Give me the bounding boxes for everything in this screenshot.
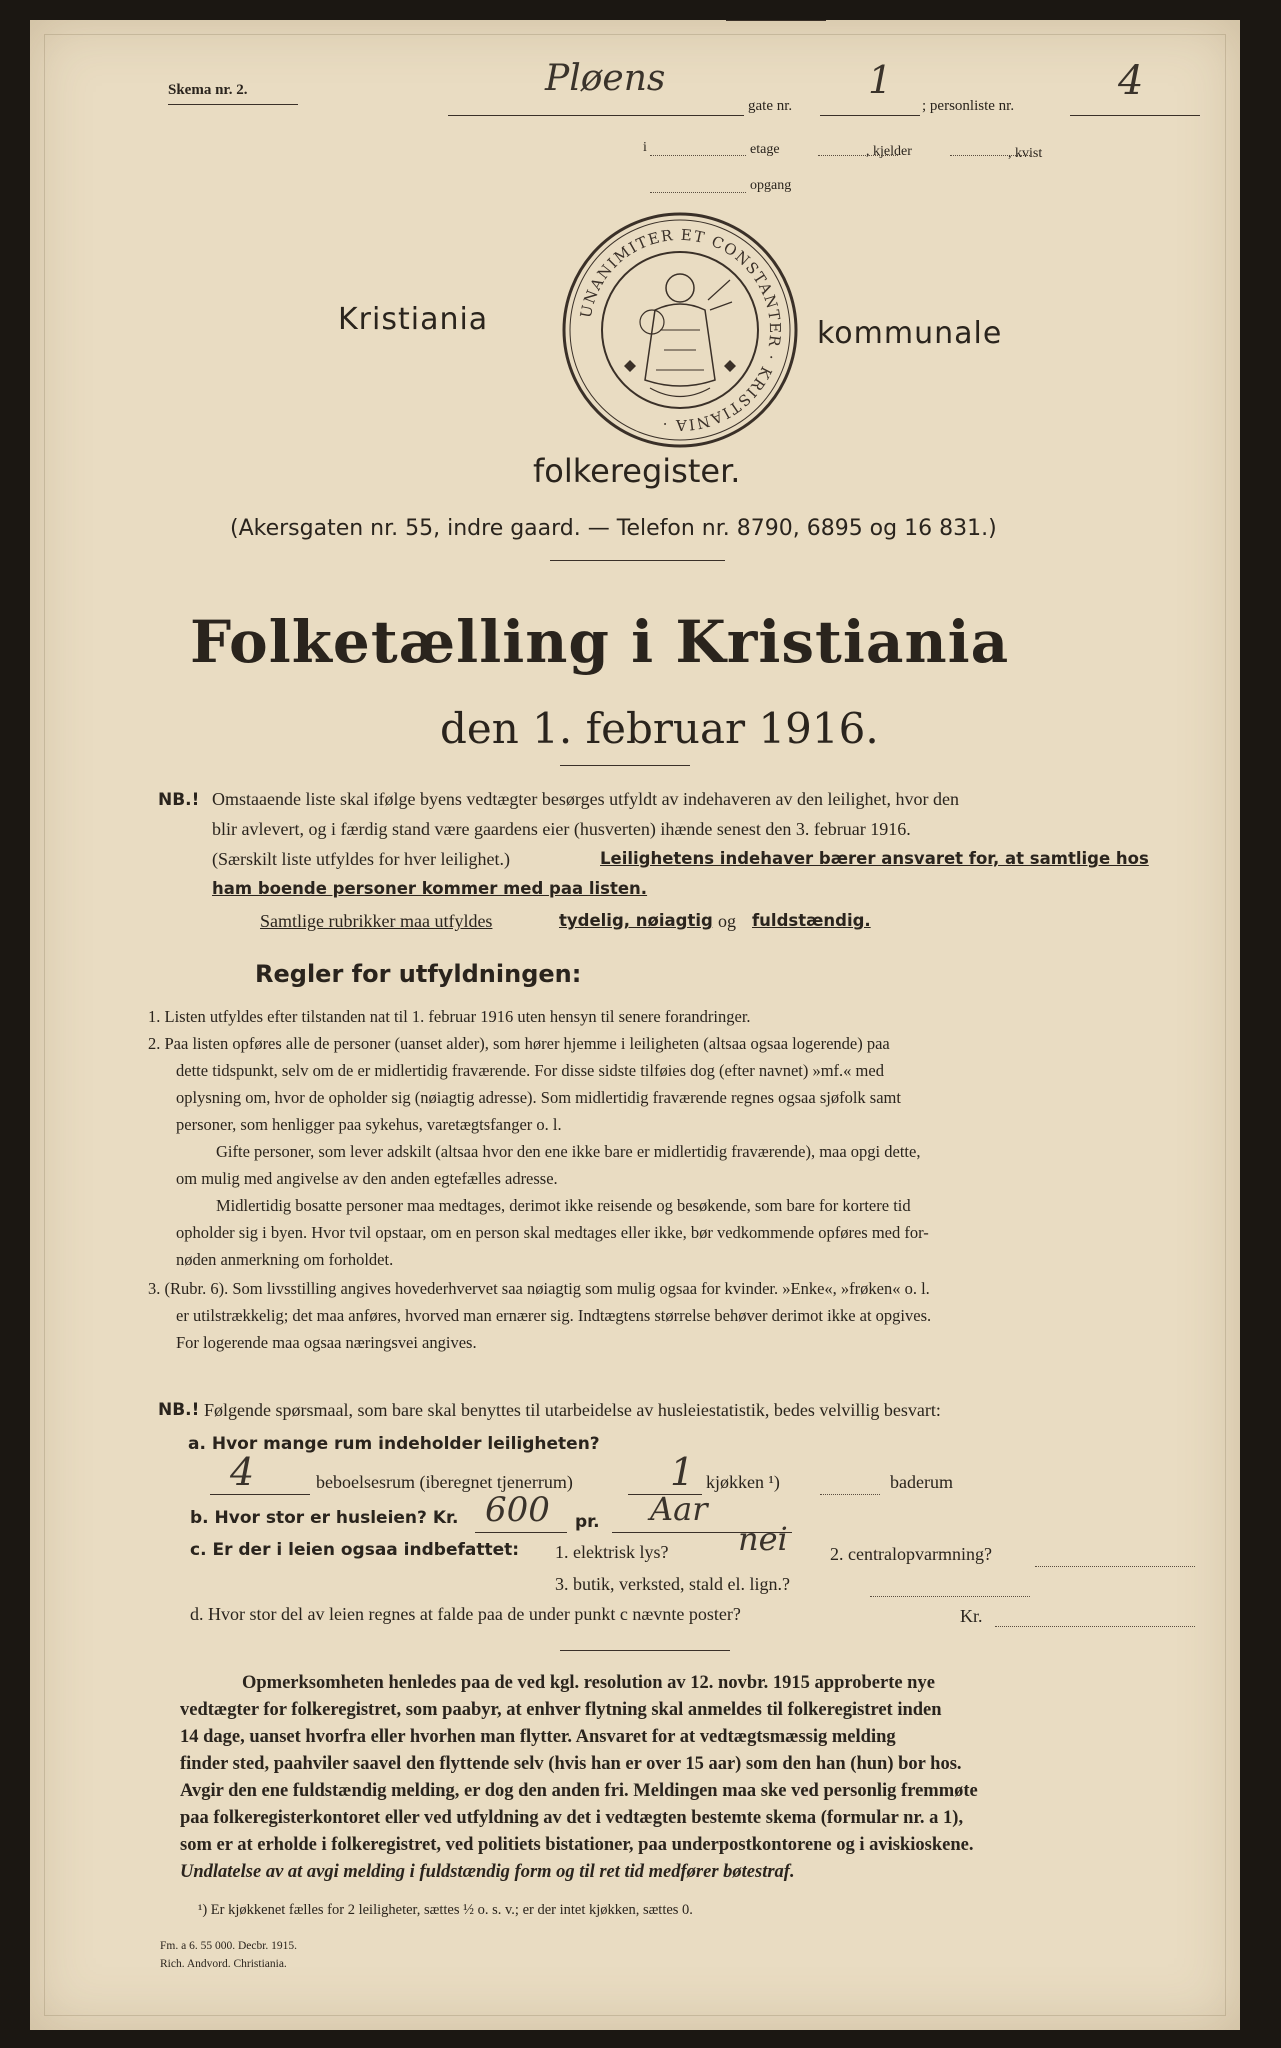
opgang-label: opgang [750,178,792,193]
c1-label: 1. elektrisk lys? [555,1542,669,1562]
sub-title-date: den 1. februar 1916. [440,704,879,753]
gate-label: gate nr. [748,98,793,114]
bath-line [820,1494,880,1495]
nb1-line-1: Omstaaende liste skal ifølge byens vedtægter besørges utfyldt av indehaveren av den leilighet, hvor den [212,789,959,809]
gate-line [820,115,920,116]
nb1-line-5c: og [718,911,736,931]
notice-line-1: Opmerksomheten henledes paa de ved kgl. resolution av 12. novbr. 1915 approberte nye [242,1673,935,1693]
i-label: i [643,140,647,155]
notice-line-5: Avgir den ene fuldstændig melding, er dog den anden fri. Meldingen maa ske ved personlig fremmøte [180,1781,978,1801]
svg-text:UNANIMITER ET CONSTANTER · KRI: UNANIMITER ET CONSTANTER · KRISTIANIA · [576,225,785,435]
notice-line-8: Undlatelse av at avgi melding i fuldstændig form og til ret tid medfører bøtestraf. [180,1862,795,1882]
notice-line-2: vedtægter for folkeregistret, som paabyr, at enhver flytning skal anmeldes til folkeregistret inden [180,1700,942,1720]
header-kommunale: kommunale [817,316,1003,351]
header-kristiania: Kristiania [338,302,489,337]
schema-number: Skema nr. 2. [168,82,248,98]
main-title: Folketælling i Kristiania [190,608,1010,676]
notice-line-3: 14 dage, uanset hvorfra eller hvorhen man flytter. Ansvaret for at vedtægtsmæssig melding [180,1727,896,1747]
rule-line-5: personer, som henligger paa sykehus, varetægtsfanger o. l. [176,1115,562,1134]
rent-handwritten: 600 [485,1490,550,1530]
header-folkeregister: folkeregister. [533,452,741,490]
rule-line-4: oplysning om, hvor de opholder sig (nøiagtig adresse). Som midlertidig fraværende regnes ogsaa sjøfolk samt [176,1088,901,1107]
rooms-line [210,1494,310,1495]
rule-line-13: For logerende maa ogsaa næringsvei angives. [176,1333,477,1352]
nb2-intro: Følgende spørsmaal, som bare skal benyttes til utarbeidelse av husleiestatistik, bedes velvillig besvart: [204,1400,941,1420]
nb1-line-2: blir avlevert, og i færdig stand være gaardens eier (husverten) ihænde senest den 3. februar 1916. [212,819,911,839]
notice-line-7: som er at erholde i folkeregistret, ved politiets bistationer, paa underpostkontorene og i aviskioskene. [180,1835,974,1855]
pr-label: pr. [575,1512,600,1532]
rule-line-3: dette tidspunkt, selv om de er midlertidig fraværende. For disse sidste tilføies dog (efter navnet) »mf.« med [176,1061,884,1080]
notice-line-6: paa folkeregisterkontoret eller ved utfyldning av det i vedtægten bestemte skema (formular nr. a 1), [180,1808,964,1828]
kristiania-seal-icon [560,210,800,450]
c2-line [1035,1566,1195,1567]
period-handwritten: Aar [650,1490,708,1528]
nb1-line-4: ham boende personer kommer med paa listen. [212,879,648,898]
imprint-line-2: Rich. Andvord. Christiania. [160,1958,287,1970]
rule-line-1: 1. Listen utfyldes efter tilstanden nat til 1. februar 1916 uten hensyn til senere forandringer. [148,1007,751,1026]
nb-label-1: NB.! [158,790,200,810]
divider-2 [560,765,690,766]
c1-line [726,20,826,21]
nb1-line-3b: Leilighetens indehaver bærer ansvaret for, at samtlige hos [600,849,1149,868]
kitchen-label: kjøkken ¹) [706,1472,780,1492]
rule-line-8: Midlertidig bosatte personer maa medtages, derimot ikke reisende og besøkende, som bare for kortere tid [216,1196,911,1215]
footnote: ¹) Er kjøkkenet fælles for 2 leiligheter, sættes ½ o. s. v.; er der intet kjøkken, sættes 0. [198,1902,693,1918]
rule-line-7: om mulig med angivelse av den anden egtefælles adresse. [176,1169,558,1188]
rent-line [475,1532,567,1533]
kitchen-handwritten: 1 [670,1450,695,1494]
electric-light-handwritten: nei [738,1520,788,1558]
rule-line-6: Gifte personer, som lever adskilt (altsaa hvor den ene ikke bare er midlertidig fraværende), maa opgi dette, [216,1142,921,1161]
kvist-label: , kvist [1008,146,1043,161]
street-line [448,115,744,116]
divider-3 [560,1650,730,1651]
schema-underline [168,104,298,105]
rule-line-10: nøden anmerkning om forholdet. [176,1250,394,1269]
nb1-line-3a: (Særskilt liste utfyldes for hver leilighet.) [212,849,510,869]
d-line [995,1626,1195,1627]
gate-number-handwritten: 1 [868,58,893,102]
rooms-handwritten: 4 [230,1450,255,1494]
personliste-line [1070,115,1200,116]
rule-line-12: er utilstrækkelig; det maa anføres, hvorved man ernærer sig. Indtægtens størrelse behøver derimot ikke at opgives. [176,1306,932,1325]
header-address: (Akersgaten nr. 55, indre gaard. — Telefon nr. 8790, 6895 og 16 831.) [230,516,997,541]
notice-line-4: finder sted, paahviler saavel den flyttende selv (hvis han er over 15 aar) som den han (hun) bor hos. [180,1754,962,1774]
question-d: d. Hvor stor del av leien regnes at falde paa de under punkt c nævnte poster? [190,1604,741,1624]
rules-heading: Regler for utfyldningen: [255,960,582,988]
imprint-line-1: Fm. a 6. 55 000. Decbr. 1915. [160,1940,298,1952]
divider-1 [550,560,725,561]
census-form-page [30,20,1240,2030]
rule-line-9: opholder sig i byen. Hvor tvil opstaar, om en person skal medtages eller ikke, bør vedkommende opføres med for- [176,1223,929,1242]
nb1-line-5d: fuldstændig. [752,911,871,930]
question-a: a. Hvor mange rum indeholder leiligheten? [188,1434,600,1454]
c3-label: 3. butik, verksted, stald el. lign.? [555,1574,790,1594]
c3-line [870,1596,1030,1597]
rule-line-11: 3. (Rubr. 6). Som livsstilling angives hovederhvervet saa nøiagtig som mulig ogsaa for kvinder. »Enke«, »frøken« o. l. [148,1279,930,1298]
question-c: c. Er der i leien ogsaa indbefattet: [190,1540,520,1560]
nb1-line-5b: tydelig, nøiagtig [559,911,713,930]
street-name-handwritten: Pløens [545,58,666,99]
d-kr-label: Kr. [960,1606,983,1626]
etage-label: etage [750,142,780,157]
rule-line-2: 2. Paa listen opføres alle de personer (uanset alder), som hører hjemme i leiligheten (altsaa ogsaa logerende) paa [148,1034,890,1053]
personliste-label: ; personliste nr. [922,98,1015,114]
opgang-line [650,192,746,193]
nb-label-2: NB.! [158,1400,200,1420]
kjelder-label: , kjelder [866,144,912,159]
bath-label: baderum [890,1472,953,1492]
personliste-number-handwritten: 4 [1118,58,1144,104]
c2-label: 2. centralopvarmning? [830,1544,992,1564]
rooms-label: beboelsesrum (iberegnet tjenerrum) [316,1472,573,1492]
nb1-line-5a: Samtlige rubrikker maa utfyldes [260,911,493,931]
etage-line [650,155,746,156]
question-b: b. Hvor stor er husleien? Kr. [190,1508,459,1528]
